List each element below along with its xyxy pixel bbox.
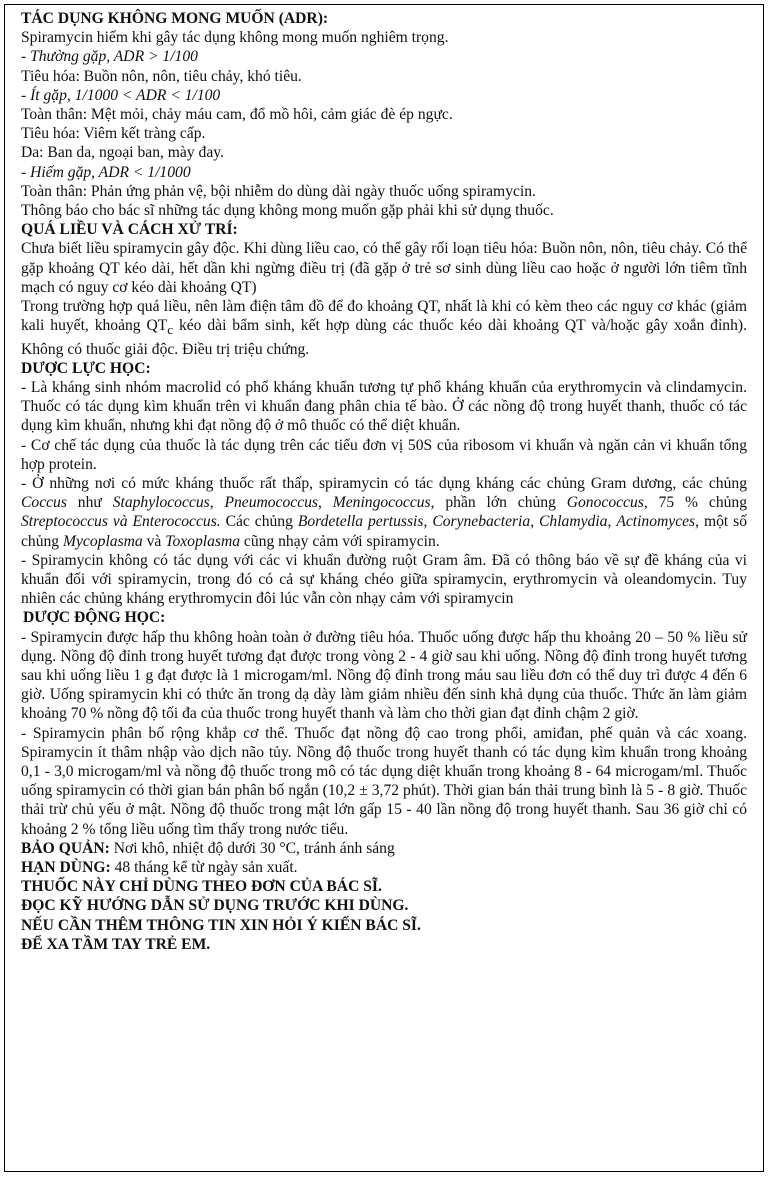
pd3-organism: Actinomyces: [616, 513, 696, 531]
pd3-text: , một số chủng: [21, 513, 748, 550]
qtc-subscript: c: [167, 322, 174, 338]
overdose-paragraph-2: [21, 297, 747, 359]
pd3-organism: Coccus: [21, 494, 67, 512]
pharmacodynamics-paragraph-4: - Spiramycin không có tác dụng với các vi khuẩn đường ruột Gram âm. Đã có thông báo về sự đề kháng của vi khuẩn đối với spiramycin, trong đó có cả sự kháng chéo giữa spiramycin, erythromycin và oleandomycin. Tuy nhiên các chủng kháng erythromycin đôi lúc vẫn còn nhạy cảm với spiramycin: [21, 551, 747, 608]
pd3-text: ,: [423, 513, 433, 531]
storage-line: [21, 839, 747, 858]
warning-read-instructions: ĐỌC KỸ HƯỚNG DẪN SỬ DỤNG TRƯỚC KHI DÙNG.: [21, 897, 409, 915]
adr-intro: Spiramycin hiếm khi gây tác dụng không mong muốn nghiêm trọng.: [21, 29, 449, 47]
pd3-text: ,: [607, 513, 617, 531]
pd3-text: , 75 % chủng: [643, 494, 748, 512]
expiry-line: [21, 858, 747, 877]
adr-common-gi: Tiêu hóa: Buồn nôn, nôn, tiêu chảy, khó tiêu.: [21, 67, 302, 85]
pharmacodynamics-paragraph-2: - Cơ chế tác dụng của thuốc là tác dụng trên các tiểu đơn vị 50S của ribosom vi khuẩn và ngăn cản vi khuẩn tổng hợp protein.: [21, 436, 747, 473]
pharmacokinetics-paragraph-2: - Spiramycin phân bố rộng khắp cơ thể. Thuốc đạt nồng độ cao trong phổi, amiđan, phế quản và các xoang. Spiramycin ít thâm nhập vào dịch não tủy. Nồng độ thuốc trong huyết thanh có tác dụng kìm khuẩn trong khoảng 0,1 - 3,0 microgam/ml và nồng độ thuốc trong mô có tác dụng diệt khuẩn trong khoảng 8 - 64 microgam/ml. Thuốc uống spiramycin có thời gian bán phân bố ngắn (10,2 ± 3,72 phút). Thời gian bán thải trung bình là 5 - 8 giờ. Thuốc thải trừ chủ yếu ở mật. Nồng độ thuốc trong mật lớn gấp 15 - 40 lần nồng độ trong huyết thanh. Sau 36 giờ chỉ có khoảng 2 % tổng liều uống tìm thấy trong nước tiểu.: [21, 724, 747, 838]
pharmacodynamics-heading: DƯỢC LỰC HỌC:: [21, 359, 151, 377]
warning-ask-doctor: NẾU CẦN THÊM THÔNG TIN XIN HỎI Ý KIẾN BÁC SĨ.: [21, 916, 421, 934]
pharmacodynamics-paragraph-1: - Là kháng sinh nhóm macrolid có phổ kháng khuẩn tương tự phổ kháng khuẩn của erythromycin và clindamycin. Thuốc có tác dụng kìm khuẩn trên vi khuẩn đang phân chia tế bào. Ở các nồng độ trong huyết thanh, thuốc có tác dụng kìm khuẩn, nhưng khi đạt nồng độ ở mô thuốc có thể diệt khuẩn.: [21, 378, 747, 435]
overdose-p2-part-a: Trong trường hợp quá liều, nên làm điện tâm đồ để đo khoảng QT, nhất là khi có kèm theo các nguy cơ khác (giảm kali huyết, khoảng QT: [21, 298, 747, 335]
expiry-text: 48 tháng kể từ ngày sản xuất.: [110, 859, 298, 877]
adr-uncommon-heading: - Ít gặp, 1/1000 < ADR < 1/100: [21, 86, 221, 104]
pharmacodynamics-paragraph-3: [21, 474, 747, 551]
adr-uncommon-general: Toàn thân: Mệt mỏi, chảy máu cam, đổ mồ hôi, cảm giác đè ép ngực.: [21, 106, 453, 124]
pd3-organism: Bordetella pertussis: [297, 513, 424, 531]
pd3-text: cũng nhạy cảm với spiramycin.: [240, 532, 440, 550]
pd3-text: - Ở những nơi có mức kháng thuốc rất thấp, spiramycin có tác dụng kháng các chủng Gram dương, các chủng: [21, 474, 747, 492]
overdose-heading: QUÁ LIỀU VÀ CÁCH XỬ TRÍ:: [21, 221, 238, 239]
pd3-text: , phần lớn chủng: [430, 494, 567, 512]
pd3-organism: Chlamydia: [539, 513, 608, 531]
warning-prescription: THUỐC NÀY CHỈ DÙNG THEO ĐƠN CỦA BÁC SĨ.: [21, 878, 382, 896]
storage-text: Nơi khô, nhiệt độ dưới 30 °C, tránh ánh sáng: [109, 839, 395, 857]
adr-uncommon-gi: Tiêu hóa: Viêm kết tràng cấp.: [21, 125, 206, 143]
pd3-organism: Staphylococcus: [112, 494, 210, 512]
adr-rare-general: Toàn thân: Phản ứng phản vệ, bội nhiễm do dùng dài ngày thuốc uống spiramycin.: [21, 182, 536, 200]
pd3-organism: Corynebacteria: [432, 513, 531, 531]
adr-rare-heading: - Hiếm gặp, ADR < 1/1000: [21, 163, 191, 181]
overdose-paragraph-1: Chưa biết liều spiramycin gây độc. Khi dùng liều cao, có thể gây rối loạn tiêu hóa: Buồn nôn, nôn, tiêu chảy. Có thể gặp khoảng QT kéo dài, hết dần khi ngừng điều trị (đã gặp ở trẻ sơ sinh dùng liều cao hoặc ở người lớn tiêm tĩnh mạch có nguy cơ kéo dài khoảng QT): [21, 240, 747, 296]
pd3-text: ,: [209, 494, 225, 512]
pd3-text: như: [66, 494, 113, 512]
adr-uncommon-skin: Da: Ban da, ngoại ban, mày đay.: [21, 144, 224, 162]
pd3-organism: Mycoplasma: [63, 532, 143, 550]
pd3-organism: Gonococcus: [566, 494, 644, 512]
pharmacokinetics-paragraph-1: - Spiramycin được hấp thu không hoàn toàn ở đường tiêu hóa. Thuốc uống được hấp thu khoảng 20 – 50 % liều sử dụng. Nồng độ đỉnh trong huyết tương đạt được trong vòng 2 - 4 giờ sau khi uống. Nồng độ đỉnh trong huyết tương sau khi uống liều 1 g đạt được là 1 microgam/ml. Nồng độ đỉnh trong máu sau liều đơn có thể duy trì được 4 đến 6 giờ. Uống spiramycin khi có thức ăn trong dạ dày làm giảm nhiều đến sinh khả dụng của thuốc. Thức ăn làm giảm khoảng 70 % nồng độ tối đa của thuốc trong huyết thanh và làm cho thời gian đạt đỉnh chậm 2 giờ.: [21, 628, 747, 723]
pd3-text: và: [142, 532, 166, 550]
adr-heading: TÁC DỤNG KHÔNG MONG MUỐN (ADR):: [21, 10, 329, 27]
storage-label: BẢO QUẢN:: [21, 839, 110, 857]
expiry-label: HẠN DÙNG:: [21, 859, 111, 877]
pd3-organism: Streptococcus và Enterococcus.: [21, 513, 221, 531]
pharmacokinetics-heading: DƯỢC ĐỘNG HỌC:: [23, 609, 166, 627]
pd3-text: Các chủng: [220, 513, 298, 531]
pd3-text: ,: [530, 513, 540, 531]
pd3-text: ,: [317, 494, 333, 512]
adr-notice: Thông báo cho bác sĩ những tác dụng không mong muốn gặp phải khi sử dụng thuốc.: [21, 202, 554, 220]
pd3-organism: Toxoplasma: [165, 532, 241, 550]
overdose-p2-part-b: kéo dài bẩm sinh, kết hợp dùng các thuốc kéo dài khoảng QT và/hoặc gây xoắn đỉnh). Không có thuốc giải độc. Điều trị triệu chứng.: [21, 317, 747, 358]
warning-keep-away-children: ĐỂ XA TẦM TAY TRẺ EM.: [21, 935, 211, 953]
adr-common-heading: - Thường gặp, ADR > 1/100: [21, 48, 198, 66]
pd3-organism: Meningococcus: [332, 494, 431, 512]
leaflet-page: [4, 4, 764, 1172]
pd3-organism: Pneumococcus: [224, 494, 318, 512]
